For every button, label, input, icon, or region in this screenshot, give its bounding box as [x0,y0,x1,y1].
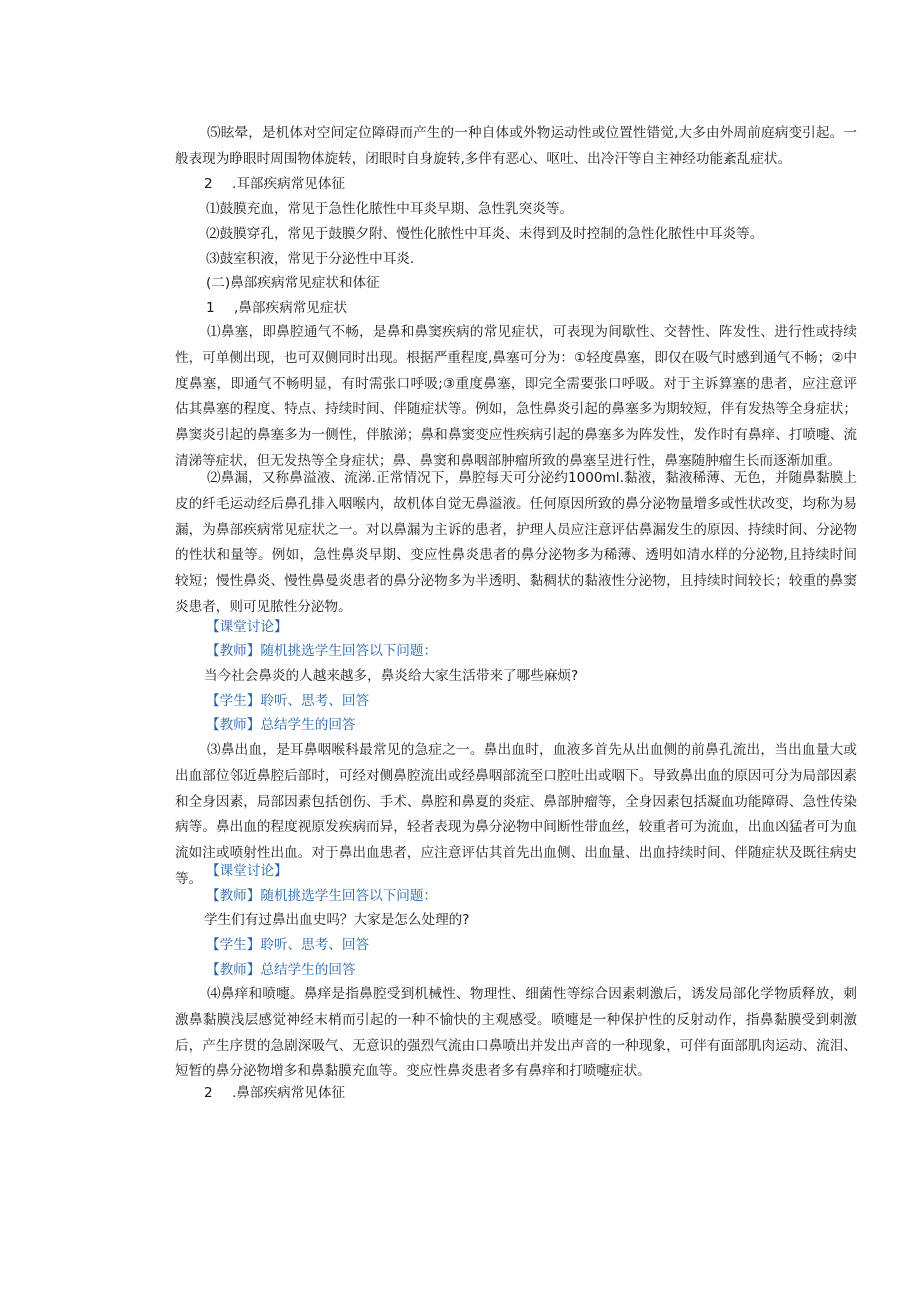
teacher-question-prompt: 【教师】随机挑选学生回答以下问题： [206,888,438,904]
student-response: 【学生】聆听、思考、回答 [206,693,370,709]
heading-number: 1 [206,300,215,316]
student-response: 【学生】聆听、思考、回答 [206,937,370,953]
paragraph-vertigo: ⑸眩晕，是机体对空间定位障碍而产生的一种自体或外物运动性或位置性错觉,大多由外周前庭病变引起。一般表现为睁眼时周围物体旋转，闭眼时自身旋转,多伴有恶心、呕吐、出冷汗等自主神经功能紊乱症状。 [175,125,857,167]
heading-text: ,鼻部疾病常见症状 [234,300,348,316]
heading-text: .鼻部疾病常见体征 [232,1085,346,1101]
section-heading-nose: (二)鼻部疾病常见症状和体征 [206,275,380,291]
teacher-summary: 【教师】总结学生的回答 [206,717,356,733]
heading-text: .耳部疾病常见体征 [232,176,346,192]
paragraph-rhinorrhea: ⑵鼻漏，又称鼻溢液、流涕.正常情况下，鼻腔每天可分泌约1000ml.黏液，黏液稀薄、无色，并随鼻黏膜上皮的纤毛运动经后鼻孔排入咽喉内，故机体自觉无鼻溢液。任何原因所致的鼻分泌物量增多或性状改变，均称为易漏，为鼻部疾病常见症状之一。对以鼻漏为主诉的患者，护理人员应注意评估鼻漏发生的原因、持续时间、分泌物的性状和量等。例如，急性鼻炎早期、变应性鼻炎患者的鼻分泌物多为稀薄、透明如清水样的分泌物,且持续时间较短；慢性鼻炎、慢性鼻曼炎患者的鼻分泌物多为半透明、黏稠状的黏液性分泌物，且持续时间较长；较重的鼻窦炎患者，则可见脓性分泌物。 [175,470,857,615]
ear-sign-item-2: ⑵鼓膜穿孔，常见于鼓膜夕附、慢性化脓性中耳炎、未得到及时控制的急性化脓性中耳炎等。 [206,226,764,242]
ear-sign-item-1: ⑴鼓膜充血，常见于急性化脓性中耳炎早期、急性乳突炎等。 [206,201,574,217]
teacher-question-prompt: 【教师】随机挑选学生回答以下问题： [206,643,438,659]
discussion-question: 当今社会鼻炎的人越来越多，鼻炎给大家生活带来了哪些麻烦? [204,668,579,684]
paragraph-itch-sneeze: ⑷鼻痒和喷嚏。鼻痒是指鼻腔受到机械性、物理性、细菌性等综合因素刺激后，诱发局部化学物质释放，刺激鼻黏膜浅层感觉神经末梢而引起的一种不愉快的主观感受。喷嚏是一种保护性的反射动作，指鼻黏膜受到刺激后，产生序贯的急剧深吸气、无意识的强烈气流由口鼻喷出并发出声音的一种现象，可伴有面部肌肉运动、流泪、短暂的鼻分泌物增多和鼻黏膜充血等。变应性鼻炎患者多有鼻痒和打喷嚏症状。 [175,986,857,1080]
heading-ear-signs [204,172,345,198]
heading-nose-symptoms [206,296,347,322]
discussion-label: 【课堂讨论】 [206,863,288,879]
paragraph-epistaxis: ⑶鼻出血，是耳鼻咽喉科最常见的急症之一。鼻出血时，血液多首先从出血侧的前鼻孔流出，当出血量大或出血部位邻近鼻腔后部时，可经对侧鼻腔流出或经鼻咽部流至口腔吐出或咽下。导致鼻出血的原因可分为局部因素和全身因素，局部因素包括创伤、手术、鼻腔和鼻夏的炎症、鼻部肿瘤等，全身因素包括凝血功能障碍、急性传染病等。鼻出血的程度视原发疾病而异，轻者表现为鼻分泌物中间断性带血丝，较重者可为流血，出血凶猛者可为血流如注或喷射性出血。对于鼻出血患者，应注意评估其首先出血侧、出血量、出血持续时间、伴随症状及既往病史等。 [175,742,857,887]
paragraph-nasal-congestion: ⑴鼻塞，即鼻腔通气不畅，是鼻和鼻窦疾病的常见症状，可表现为间歇性、交替性、阵发性、进行性或持续性，可单侧出现，也可双侧同时出现。根据严重程度,鼻塞可分为：①轻度鼻塞，即仅在吸气时感到通气不畅；②中度鼻塞，即通气不畅明显，有时需张口呼吸;③重度鼻塞，即完全需要张口呼吸。对于主诉算塞的患者，应注意评估其鼻塞的程度、特点、持续时间、伴随症状等。例如，急性鼻炎引起的鼻塞多为期较短，伴有发热等全身症状；鼻窦炎引起的鼻塞多为一侧性，伴脓涕；鼻和鼻窦变应性疾病引起的鼻塞多为阵发性，发作时有鼻痒、打喷嚏、流清涕等症状，但无发热等全身症状；鼻、鼻窦和鼻咽部肿瘤所致的鼻塞呈进行性，鼻塞随肿瘤生长而逐渐加重。 [175,324,857,469]
heading-number: 2 [204,176,213,192]
teacher-summary: 【教师】总结学生的回答 [206,962,356,978]
ear-sign-item-3: ⑶鼓室积液，常见于分泌性中耳炎. [206,251,415,267]
heading-nose-signs [204,1081,345,1107]
discussion-label: 【课堂讨论】 [206,619,288,635]
heading-number: 2 [204,1085,213,1101]
discussion-question: 学生们有过鼻出血史吗？大家是怎么处理的? [204,912,470,928]
